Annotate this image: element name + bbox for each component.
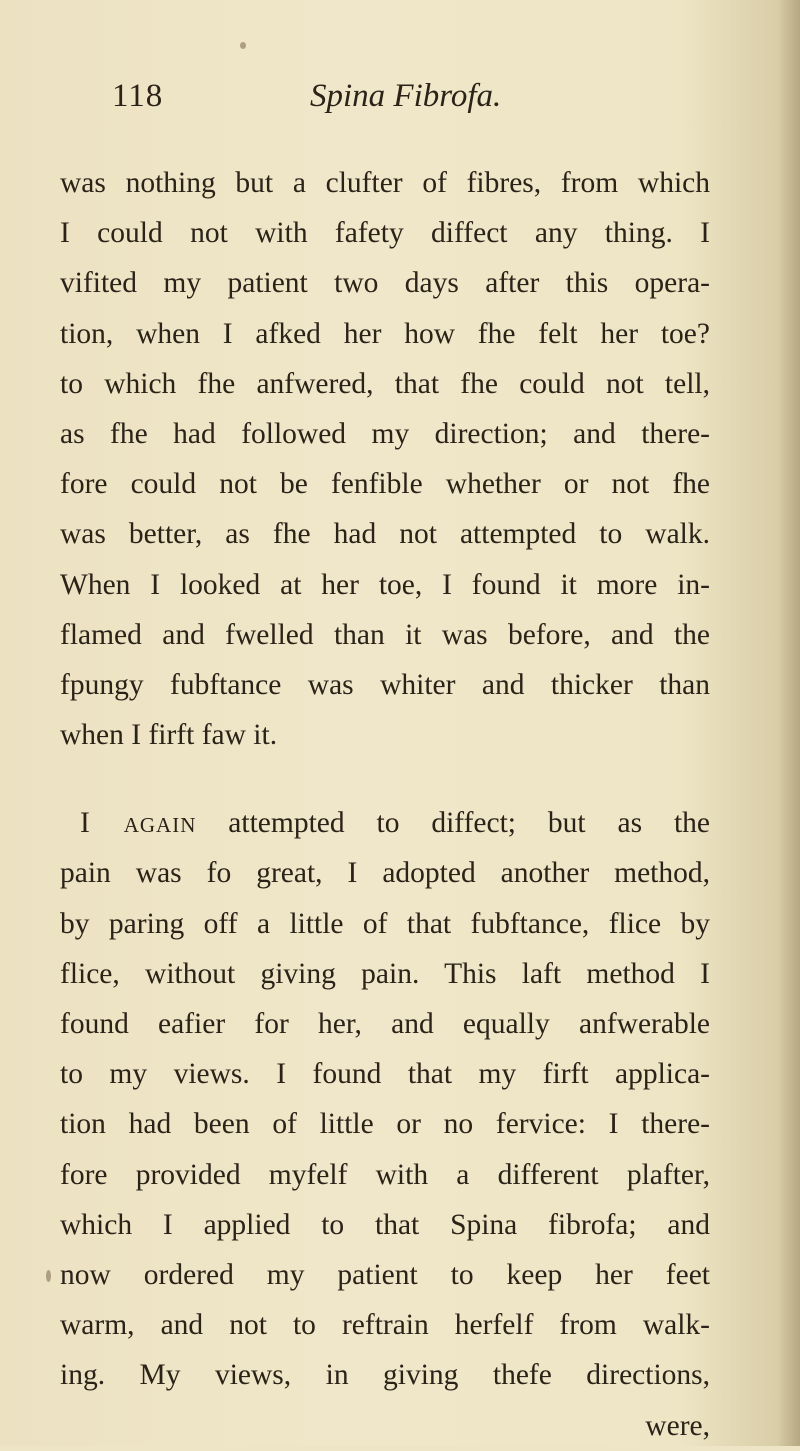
paragraph-1 [60, 158, 710, 760]
text-line: when I firft faw it. [60, 719, 278, 752]
text-line: to my views. I found that my firft applica- [60, 1058, 710, 1091]
text-line: fore provided myfelf with a different plafter, [60, 1158, 710, 1191]
text-line: now ordered my patient to keep her feet [60, 1258, 710, 1291]
text-line: which I applied to that Spina fibrofa; and [60, 1208, 710, 1241]
page-header [112, 78, 732, 122]
text-line: fore could not be fenfible whether or not fhe [60, 468, 710, 501]
text-line: flamed and fwelled than it was before, and the [60, 618, 710, 651]
text-line: ing. My views, in giving thefe directions, [60, 1359, 710, 1392]
text-line: pain was fo great, I adopted another method, [60, 857, 710, 890]
text-line: warm, and not to reftrain herfelf from walk- [60, 1309, 710, 1342]
opening-word: I again [80, 807, 197, 840]
paragraph-gap [60, 760, 710, 798]
text-line: as fhe had followed my direction; and there- [60, 417, 710, 450]
text-line: When I looked at her toe, I found it more in- [60, 568, 710, 601]
body-text [60, 158, 710, 1451]
text-line: attempted to diffect; but as the [228, 807, 711, 840]
running-head: Spina Fibrofa. [310, 78, 502, 114]
text-line: fpungy fubftance was whiter and thicker than [60, 668, 710, 701]
text-line: tion, when I afked her how fhe felt her toe? [60, 317, 710, 350]
text-line: flice, without giving pain. This laft method I [60, 957, 710, 990]
text-line: was nothing but a clufter of fibres, from which [60, 167, 710, 199]
paragraph-2 [60, 798, 710, 1400]
text-line: tion had been of little or no fervice: I there- [60, 1108, 710, 1141]
text-line: to which fhe anfwered, that fhe could not tell, [60, 367, 710, 400]
text-line: by paring off a little of that fubftance, flice by [60, 907, 710, 940]
text-line: was better, as fhe had not attempted to walk. [60, 518, 710, 551]
page-number: 118 [112, 78, 164, 114]
paper-speck [240, 42, 246, 49]
page-edge-shadow [778, 0, 800, 1446]
paper-speck [46, 1270, 51, 1282]
catchword: were, [645, 1409, 710, 1442]
text-line: found eafier for her, and equally anfwerable [60, 1008, 710, 1040]
text-line: vifited my patient two days after this opera- [60, 267, 710, 300]
text-line: I could not with fafety diffect any thing. I [60, 217, 710, 250]
text-line-opening [60, 798, 710, 848]
